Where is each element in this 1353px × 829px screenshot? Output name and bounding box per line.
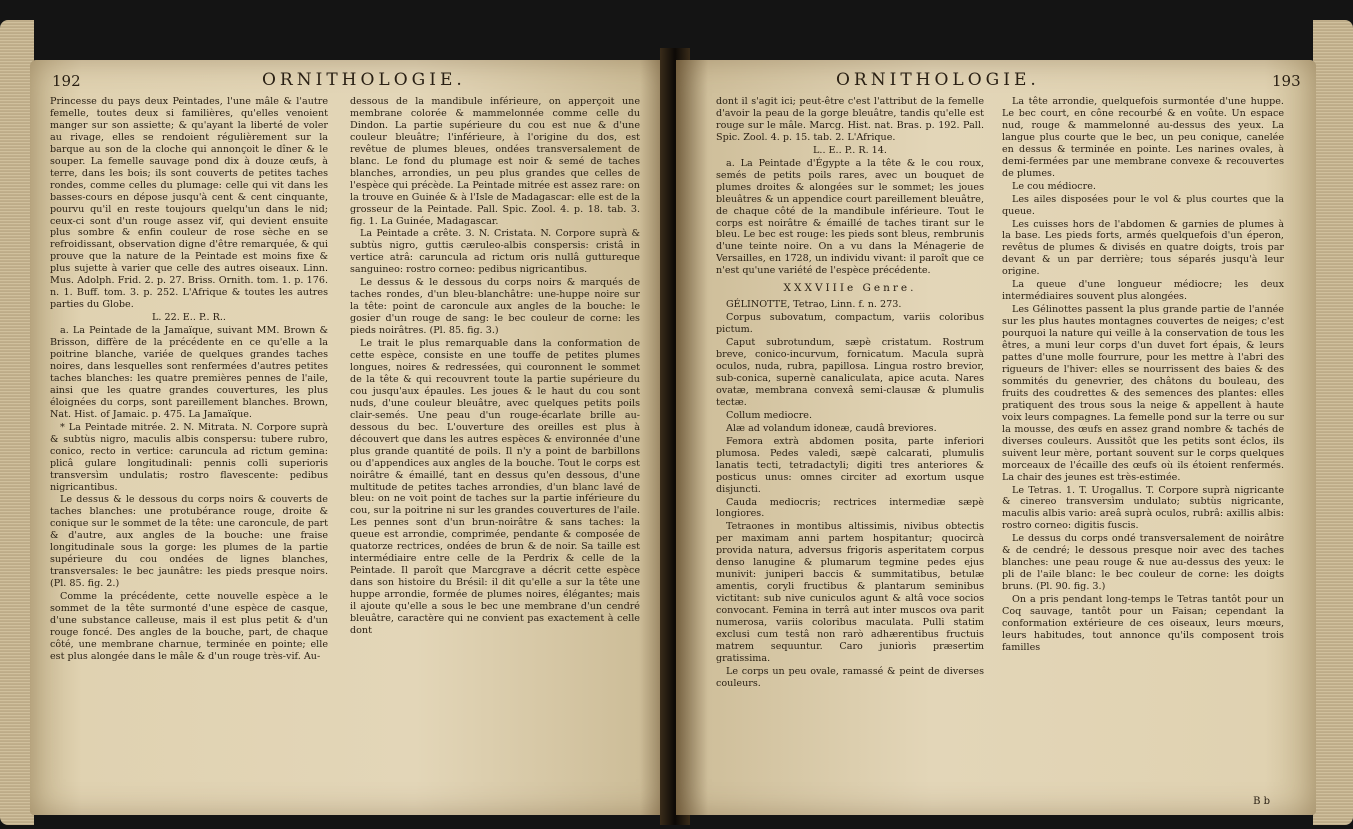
signature-mark: B b xyxy=(1253,796,1270,807)
genus-heading: XXXVIIIe Genre. xyxy=(783,282,917,295)
right-column-2 xyxy=(1002,96,1284,796)
paragraph: Le corps un peu ovale, ramassé & peint de diverses couleurs. xyxy=(716,665,984,689)
paragraph: On a pris pendant long-temps le Tetras tantôt pour un Coq sauvage, tantôt pour un Faisan; cependant la conformation extérieure de ces oiseaux, leurs mœurs, leurs habitudes, tout annonce qu'ils composent trois familles xyxy=(1002,594,1284,653)
measure-line: L.. E.. P.. R. 14. xyxy=(813,144,887,156)
paragraph: La tête arrondie, quelquefois surmontée d'une huppe. Le bec court, en cône recourbé & en voûte. Un espace nud, rouge & mammelonné au-dessus des yeux. La langue plus courte que le bec, un peu conique, canelée en dessus & terminée en pointe. Les narines ovales, à demi-fermées par une membrane convexe & recouvertes de plumes. xyxy=(1002,96,1284,179)
left-column-1 xyxy=(50,96,328,806)
left-page xyxy=(30,60,672,815)
paragraph: a. La Peintade d'Égypte a la tête & le cou roux, semés de petits poils rares, avec un bouquet de plumes droites & alongées sur le sommet; les joues bleuâtres & un appendice court pareillement bleuâtre, de chaque côté de la mandibule inférieure. Tout le corps est noirâtre & émaillé de taches tirant sur le bleu. Le bec est rouge: les pieds sont bleus, rembrunis d'une teinte noire. On a vu dans la Ménagerie de Versailles, en 1728, un individu vivant: il paroît que ce n'est qu'une variété de l'espèce précédente. xyxy=(716,157,984,277)
paragraph: Collum mediocre. xyxy=(726,409,813,421)
page-number-right: 193 xyxy=(1272,72,1301,90)
species-heading: * La Peintade mitrée. 2. N. Mitrata. N. Corpore suprà & subtùs nigro, maculis albis conspersu: tubere rubro, conico, recto in vertice: caruncula ad rictum gemina: plicâ gulare longitudinali: pennis colli superioris transversìm undulatis; rostro flavescente: pedibus nigricantibus. xyxy=(50,421,328,493)
paragraph: dessous de la mandibule inférieure, on apperçoit une membrane colorée & mammelonnée comme celle du Dindon. La partie supérieure du cou est nue & d'une couleur bleuâtre; l'inférieure, à l'origine du dos, est revêtue de plumes bleues, ondées transversalement de blanc. Le fond du plumage est noir & semé de taches blanches, arrondies, un peu plus grandes que celles de l'espèce qui précède. La Peintade mitrée est assez rare: on la trouve en Guinée & à l'Isle de Madagascar: elle est de la grosseur de la Peintade. Pall. Spic. Zool. 4. p. 18. tab. 3. fig. 1. La Guinée, Madagascar. xyxy=(350,96,640,227)
left-column-2 xyxy=(350,96,640,806)
paragraph: Alæ ad volandum idoneæ, caudâ breviores. xyxy=(726,422,937,434)
page-edges-right xyxy=(1313,20,1353,825)
page-edges-left xyxy=(0,20,34,825)
right-column-1 xyxy=(716,96,984,806)
right-page xyxy=(676,60,1316,815)
measure-line: L. 22. E.. P.. R.. xyxy=(152,312,226,324)
paragraph: Les cuisses hors de l'abdomen & garnies de plumes à la base. Les pieds forts, armés quelquefois d'un éperon, revêtus de plumes & divisés en quatre doigts, trois par devant & un par derrière; tous séparés jusqu'à leur origine. xyxy=(1002,218,1284,278)
paragraph: Comme la précédente, cette nouvelle espèce a le sommet de la tête surmonté d'une espèce de casque, d'une substance calleuse, mais il est plus petit & d'un rouge foncé. Des angles de la bouche, part, de chaque côté, une membrane charnue, terminée en pointe; elle est plus alongée dans le mâle & d'un rouge très-vif. Au- xyxy=(50,591,328,662)
species-heading: La Peintade a crête. 3. N. Cristata. N. Corpore suprà & subtùs nigro, guttis cæruleo-albis conspersis: cristâ in vertice atrâ: caruncula ad rictum oris nullâ guttureque sanguineo: rostro corneo: pedibus nigricantibus. xyxy=(350,228,640,276)
paragraph: Les ailes disposées pour le vol & plus courtes que la queue. xyxy=(1002,193,1284,217)
paragraph: Femora extrà abdomen posita, parte inferiori plumosa. Pedes valedi, sæpè calcarati, plumulis lanatis tecti, tetradactyli; digiti tres anteriores & posticus unus: omnes circiter ad exortum usque disjuncti. xyxy=(716,435,984,495)
paragraph: Caput subrotundum, sæpè cristatum. Rostrum breve, conico-incurvum, fornicatum. Macula suprà oculos, nuda, rubra, papillosa. Lingua rostro brevior, sub-conica, supernè canaliculata, apice acuta. Nares ovatæ, membrana convexâ semi-clausæ & plumulis tectæ. xyxy=(716,337,984,408)
species-heading: Le Tetras. 1. T. Urogallus. T. Corpore suprà nigricante & cinereo transversìm undulato; subtùs nigricante, maculis albis vario: areâ suprà oculos, rubrâ: axillis albis: rostro corneo: digitis fuscis. xyxy=(1002,484,1284,532)
page-number-left: 192 xyxy=(52,72,81,90)
paragraph: Le dessus & le dessous du corps noirs & marqués de taches rondes, d'un bleu-blanchâtre: une-huppe noire sur la tête: point de caroncule aux angles de la bouche: le gosier d'un rouge de sang: le bec couleur de corne: les pieds noirâtres. (Pl. 85. fig. 3.) xyxy=(350,277,640,337)
paragraph: La queue d'une longueur médiocre; les deux intermédiaires souvent plus alongées. xyxy=(1002,279,1284,303)
paragraph: Les Gélinottes passent la plus grande partie de l'année sur les plus hautes montagnes couvertes de neiges; c'est pourquoi la nature qui veille à la conservation de tous les êtres, a muni leur corps d'un duvet fort épais, & leurs pattes d'une molle fourrure, pour les mettre à l'abri des rigueurs de l'hiver: elles se nourrissent des baies & des sommités du genevrier, des châtons du bouleau, des fruits des coudrettes & des semences des plantes: elles pratiquent des trous sous la neige & appellent à haute voix leurs compagnes. La femelle pond sur la terre ou sur la mousse, des œufs en assez grand nombre & tachés de diverses couleurs. Aussitôt que les petits sont éclos, ils suivent leur mère, portant souvent sur le corps quelques morceaux de l'écaille des œufs où ils étoient renfermés. La chair des jeunes est très-estimée. xyxy=(1002,304,1284,483)
paragraph: Le trait le plus remarquable dans la conformation de cette espèce, consiste en une touffe de petites plumes longues, noires & redressées, qui couronnent le sommet de la tête & qui recouvrent toute la partie supérieure du cou jusqu'aux épaules. Les joues & le haut du cou sont nuds, d'une couleur bleuâtre, avec quelques petits poils clair-semés. Une peau d'un rouge-écarlate brille au-dessous du bec. L'ouverture des oreilles est plus à découvert que dans les autres espèces & environnée d'une plus grande quantité de poils. Il n'y a point de barbillons ou d'appendices aux angles de la bouche. Tout le corps est noirâtre & émaillé, tant en dessus qu'en dessous, d'une multitude de petites taches arrondies, d'un blanc lavé de bleu: on ne voit point de taches sur la partie inférieure du cou, sur la poitrine ni sur les grandes couvertures de l'aile. Les pennes sont d'un brun-noirâtre & sans taches: la queue est arrondie, comprimée, pendante & composée de quatorze rectrices, ondées de brun & de noir. Sa taille est intermédiaire entre celle de la Perdrix & celle de la Peintade. Il paroît que Marcgrave a décrit cette espèce dans son histoire du Brésil: il dit qu'elle a sur la tête une huppe arrondie, formée de plumes noires, élégantes; mais il ajoute qu'elle a sous le bec une membrane d'un cendré bleuâtre, caractère qui ne convient pas exactement à celle dont xyxy=(350,338,640,636)
running-head-left: ORNITHOLOGIE. xyxy=(262,70,466,90)
paragraph: Le cou médiocre. xyxy=(1012,180,1096,192)
paragraph: dont il s'agit ici; peut-être c'est l'attribut de la femelle d'avoir la peau de la gorge bleuâtre, tandis qu'elle est rouge sur le mâle. Marcg. Hist. nat. Bras. p. 192. Pall. Spic. Zool. 4. p. 15. tab. 2. L'Afrique. xyxy=(716,96,984,143)
paragraph: Corpus subovatum, compactum, variis coloribus pictum. xyxy=(716,312,984,336)
running-head-right: ORNITHOLOGIE. xyxy=(836,70,1040,90)
paragraph: Le dessus du corps ondé transversalement de noirâtre & de cendré; le dessous presque noir avec des taches blanches: une peau rouge & nue au-dessus des yeux: le pli de l'aile blanc: le bec couleur de corne: les doigts bruns. (Pl. 90. fig. 3.) xyxy=(1002,533,1284,593)
paragraph: Cauda mediocris; rectrices intermediæ sæpè longiores. xyxy=(716,496,984,520)
paragraph: Le dessus & le dessous du corps noirs & couverts de taches blanches: une protubérance rouge, droite & conique sur le sommet de la tête: une caroncule, de part & d'autre, aux angles de la bouche: une fraise longitudinale sous la gorge: les plumes de la partie supérieure du cou ondées de lignes blanches, transversales: le bec jaunâtre: les pieds presque noirs. (Pl. 85. fig. 2.) xyxy=(50,494,328,590)
paragraph: Princesse du pays deux Peintades, l'une mâle & l'autre femelle, toutes deux si familières, qu'elles venoient manger sur son assiette; & qu'ayant la liberté de voler au rivage, elles se rendoient régulièrement sur la barque au son de la cloche qui annonçoit le dîner & le souper. La femelle sauvage pond dix à douze œufs, à terre, dans les bois; ils sont couverts de petites taches rondes, comme celles du plumage: celle qui vit dans les basses-cours en dépose jusqu'à cent & cent cinquante, pourvu qu'il en reste toujours quelqu'un dans le nid; ceux-ci sont d'un rouge assez vif, qui devient ensuite plus sombre & enfin couleur de rose sèche en se refroidissant, observation digne d'être remarquée, & qui prouve que la nature de la Peintade est moins fixe & plus sujette à varier que celle des autres oiseaux. Linn. Mus. Adolph. Frid. 2. p. 27. Briss. Ornith. tom. 1. p. 176. n. 1. Buff. tom. 3. p. 252. L'Afrique & toutes les autres parties du Globe. xyxy=(50,96,328,311)
paragraph: Tetraones in montibus altissimis, nivibus obtectis per maximam anni partem hospitantur; quocircà provida natura, adversus frigoris asperitatem corpus denso lanugine & plumarum tegmine pedes ejus munivit: juniperi baccis & summitatibus, betulæ amentis, coryli fructibus & plantarum seminibus victitant: sub nive cuniculos agunt & altâ voce socios convocant. Femina in terrâ aut inter muscos ova parit numerosa, variis coloribus maculata. Pulli statim exclusi cum testâ non rarò adhærentibus fructuis matrem sequuntur. Caro juniorìs præsertim gratissima. xyxy=(716,521,984,664)
genus-title: GÉLINOTTE, Tetrao, Linn. f. n. 273. xyxy=(726,299,902,311)
paragraph: a. La Peintade de la Jamaïque, suivant MM. Brown & Brisson, diffère de la précédente en ce qu'elle a la poitrine blanche, variée de quelques grandes taches noires, dans lesquelles sont renfermées d'autres petites taches blanches: les quatre premières pennes de l'aile, ainsi que les quatre grandes couvertures, les plus éloignées du corps, sont pareillement blanches. Brown, Nat. Hist. of Jamaic. p. 475. La Jamaïque. xyxy=(50,325,328,420)
